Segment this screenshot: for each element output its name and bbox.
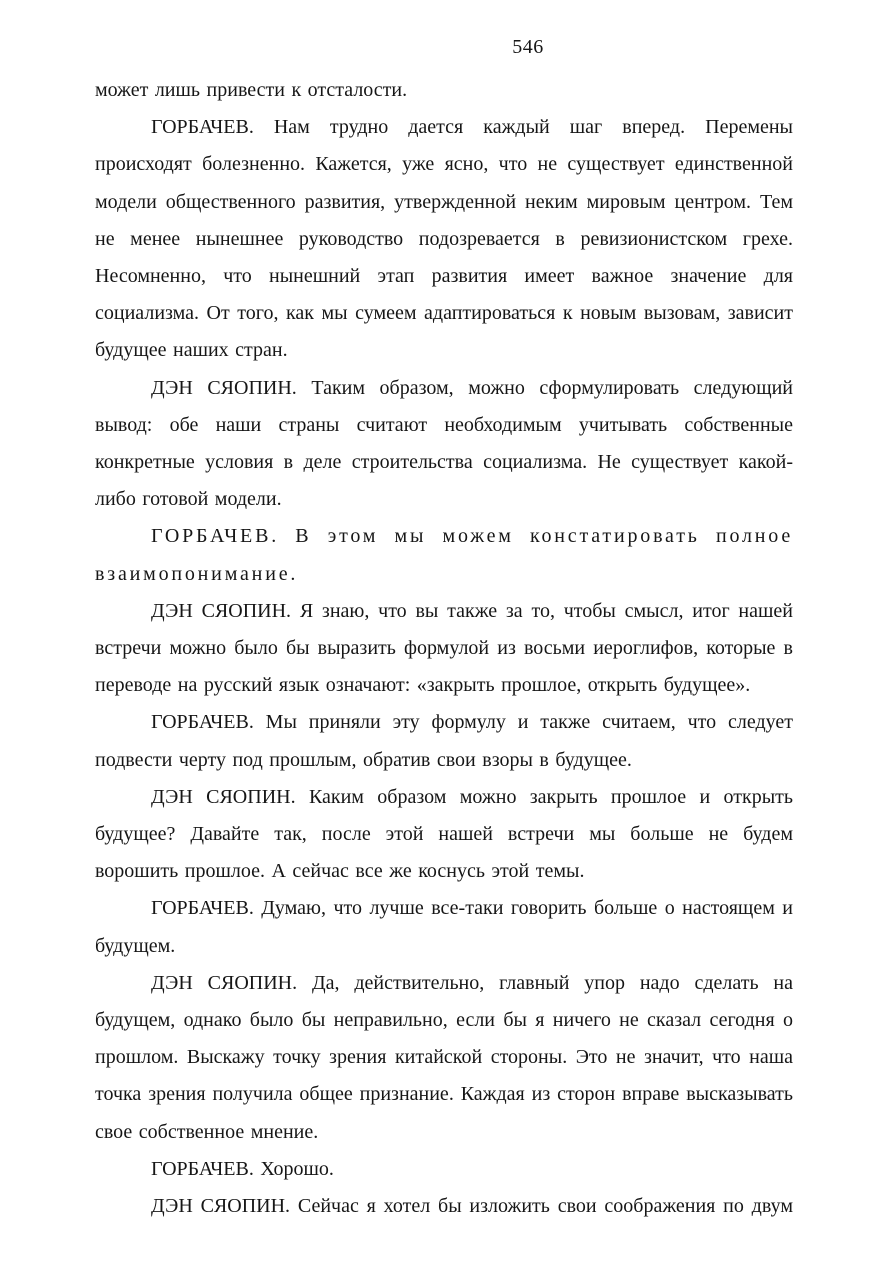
dialogue-paragraph <box>95 518 793 592</box>
dialogue-text: Мы приняли эту формулу и также считаем, что следует подвести черту под прошлым, обратив свои взоры в будущее. <box>95 711 794 771</box>
speaker-name: ДЭН СЯОПИН. <box>151 785 296 808</box>
speaker-name: ГОРБАЧЕВ. <box>151 116 254 139</box>
dialogue-text: Да, действительно, главный упор надо сделать на будущем, однако было бы неправильно, если бы я ничего не сказал сегодня о прошлом. Выскажу точку зрения китайской стороны. Это не значит, что наша точка зрения получила общее признание. Каждая из сторон вправе высказывать свое собственное мнение. <box>95 971 794 1143</box>
speaker-name: ДЭН СЯОПИН. <box>151 971 298 994</box>
dialogue-text: Хорошо. <box>260 1157 334 1180</box>
page-body-text <box>95 72 793 1225</box>
dialogue-paragraph <box>95 704 793 778</box>
speaker-name: ГОРБАЧЕВ. <box>151 711 254 734</box>
dialogue-text: Каким образом можно закрыть прошлое и открыть будущее? Давайте так, после этой нашей встречи мы больше не будем ворошить прошлое. А сейчас все же коснусь этой темы. <box>95 785 794 883</box>
continuation-paragraph <box>95 72 793 109</box>
speaker-name: ДЭН СЯОПИН. <box>151 376 297 399</box>
dialogue-text: Таким образом, можно сформулировать следующий вывод: обе наши страны считают необходимым учитывать собственные конкретные условия в деле строительства социализма. Не существует какой-либо готовой модели. <box>95 376 794 511</box>
speaker-name: ГОРБАЧЕВ. <box>151 525 280 548</box>
speaker-name: ДЭН СЯОПИН. <box>151 599 292 622</box>
page-number: 546 <box>512 36 544 58</box>
dialogue-text: Я знаю, что вы также за то, чтобы смысл, итог нашей встречи можно было бы выразить формулой из восьми иероглифов, которые в переводе на русский язык означают: «закрыть прошлое, открыть будущее». <box>95 599 793 697</box>
dialogue-paragraph <box>95 370 793 519</box>
dialogue-paragraph <box>95 1151 793 1188</box>
dialogue-paragraph <box>95 593 793 705</box>
speaker-name: ГОРБАЧЕВ. <box>151 897 254 920</box>
dialogue-text: В этом мы можем констатировать полное взаимопонимание. <box>95 525 793 585</box>
dialogue-paragraph <box>95 109 793 369</box>
dialogue-text: Нам трудно дается каждый шаг вперед. Перемены происходят болезненно. Кажется, уже ясно, что не существует единственной модели общественного развития, утвержденной неким мировым центром. Тем не менее нынешнее руководство подозревается в ревизионистском грехе. Несомненно, что нынешний этап развития имеет важное значение для социализма. От того, как мы сумеем адаптироваться к новым вызовам, зависит будущее наших стран. <box>95 116 793 362</box>
dialogue-paragraph <box>95 890 793 964</box>
speaker-name: ГОРБАЧЕВ. <box>151 1157 254 1180</box>
dialogue-paragraph <box>95 1188 793 1225</box>
continuation-text: может лишь привести к отсталости. <box>95 79 408 101</box>
dialogue-text: Сейчас я хотел бы изложить свои соображения по двум <box>297 1195 793 1218</box>
dialogue-text: Думаю, что лучше все-таки говорить больше о настоящем и будущем. <box>95 897 794 957</box>
dialogue-paragraph <box>95 779 793 891</box>
speaker-name: ДЭН СЯОПИН. <box>151 1195 291 1218</box>
dialogue-paragraph <box>95 965 793 1151</box>
